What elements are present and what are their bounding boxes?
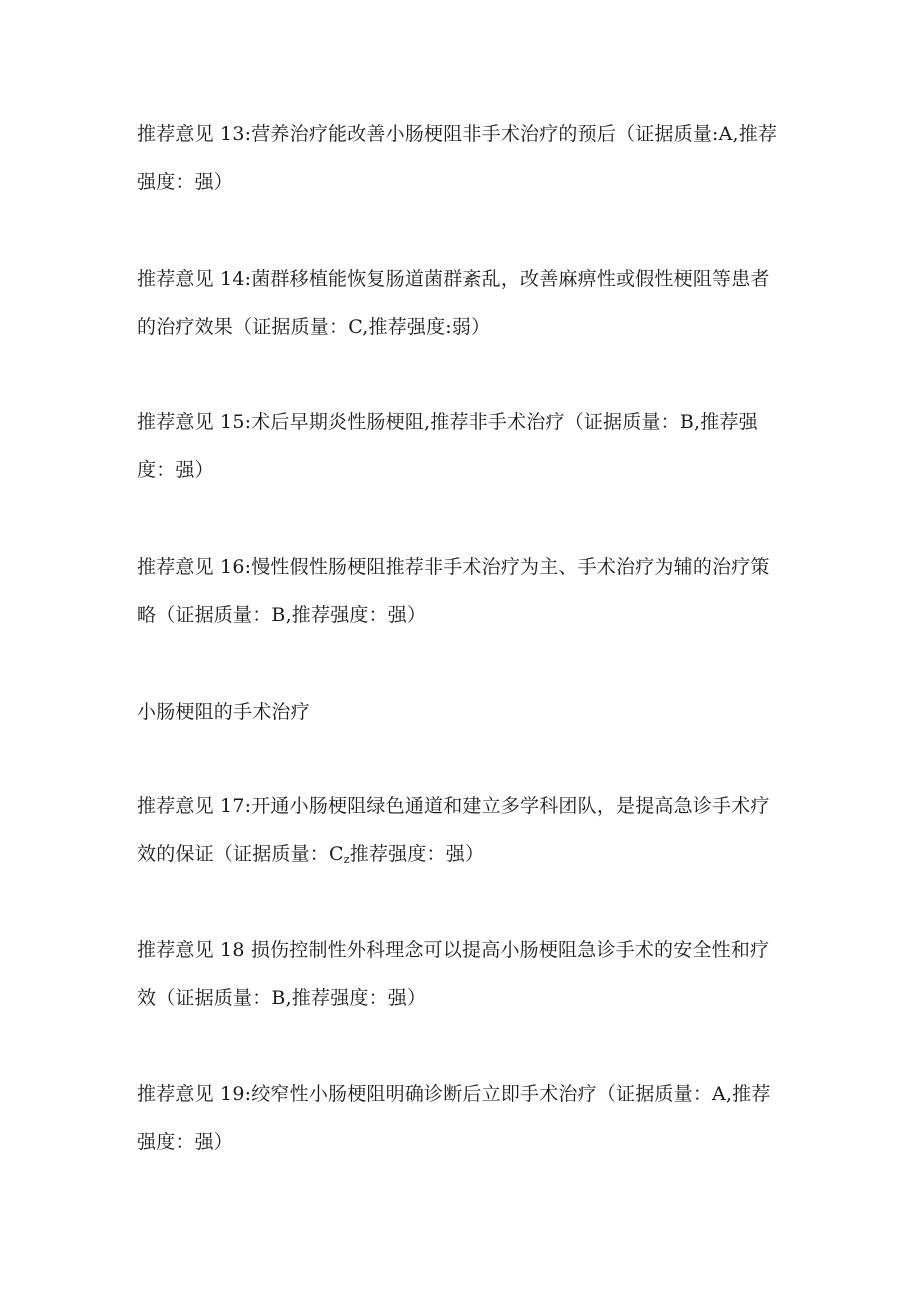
- recommendation-16: 推荐意见 16:慢性假性肠梗阻推荐非手术治疗为主、手术治疗为辅的治疗策略（证据质量：B,推荐强度：强）: [137, 556, 770, 626]
- recommendation-18: 推荐意见 18 损伤控制性外科理念可以提高小肠梗阻急诊手术的安全性和疗效（证据质量：B,推荐强度：强）: [137, 939, 770, 1009]
- recommendation-17-subscript: z: [343, 853, 350, 866]
- recommendation-17-tail: 推荐强度：强）: [349, 843, 485, 865]
- recommendation-19: 推荐意见 19:绞窄性小肠梗阻明确诊断后立即手术治疗（证据质量：A,推荐强度：强）: [137, 1083, 771, 1153]
- recommendation-14: 推荐意见 14:菌群移植能恢复肠道菌群紊乱，改善麻痹性或假性梗阻等患者的治疗效果（证据质量：C,推荐强度:弱）: [137, 268, 770, 338]
- recommendation-17-text: 推荐意见 17:开通小肠梗阻绿色通道和建立多学科团队，是提高急诊手术疗效的保证（证据质量：C: [137, 795, 770, 865]
- recommendation-13: 推荐意见 13:营养治疗能改善小肠梗阻非手术治疗的预后（证据质量:A,推荐强度：强）: [137, 123, 778, 193]
- recommendation-15: 推荐意见 15:术后早期炎性肠梗阻,推荐非手术治疗（证据质量：B,推荐强度：强）: [137, 411, 758, 481]
- recommendation-17: [137, 782, 787, 878]
- section-heading: 小肠梗阻的手术治疗: [137, 701, 310, 723]
